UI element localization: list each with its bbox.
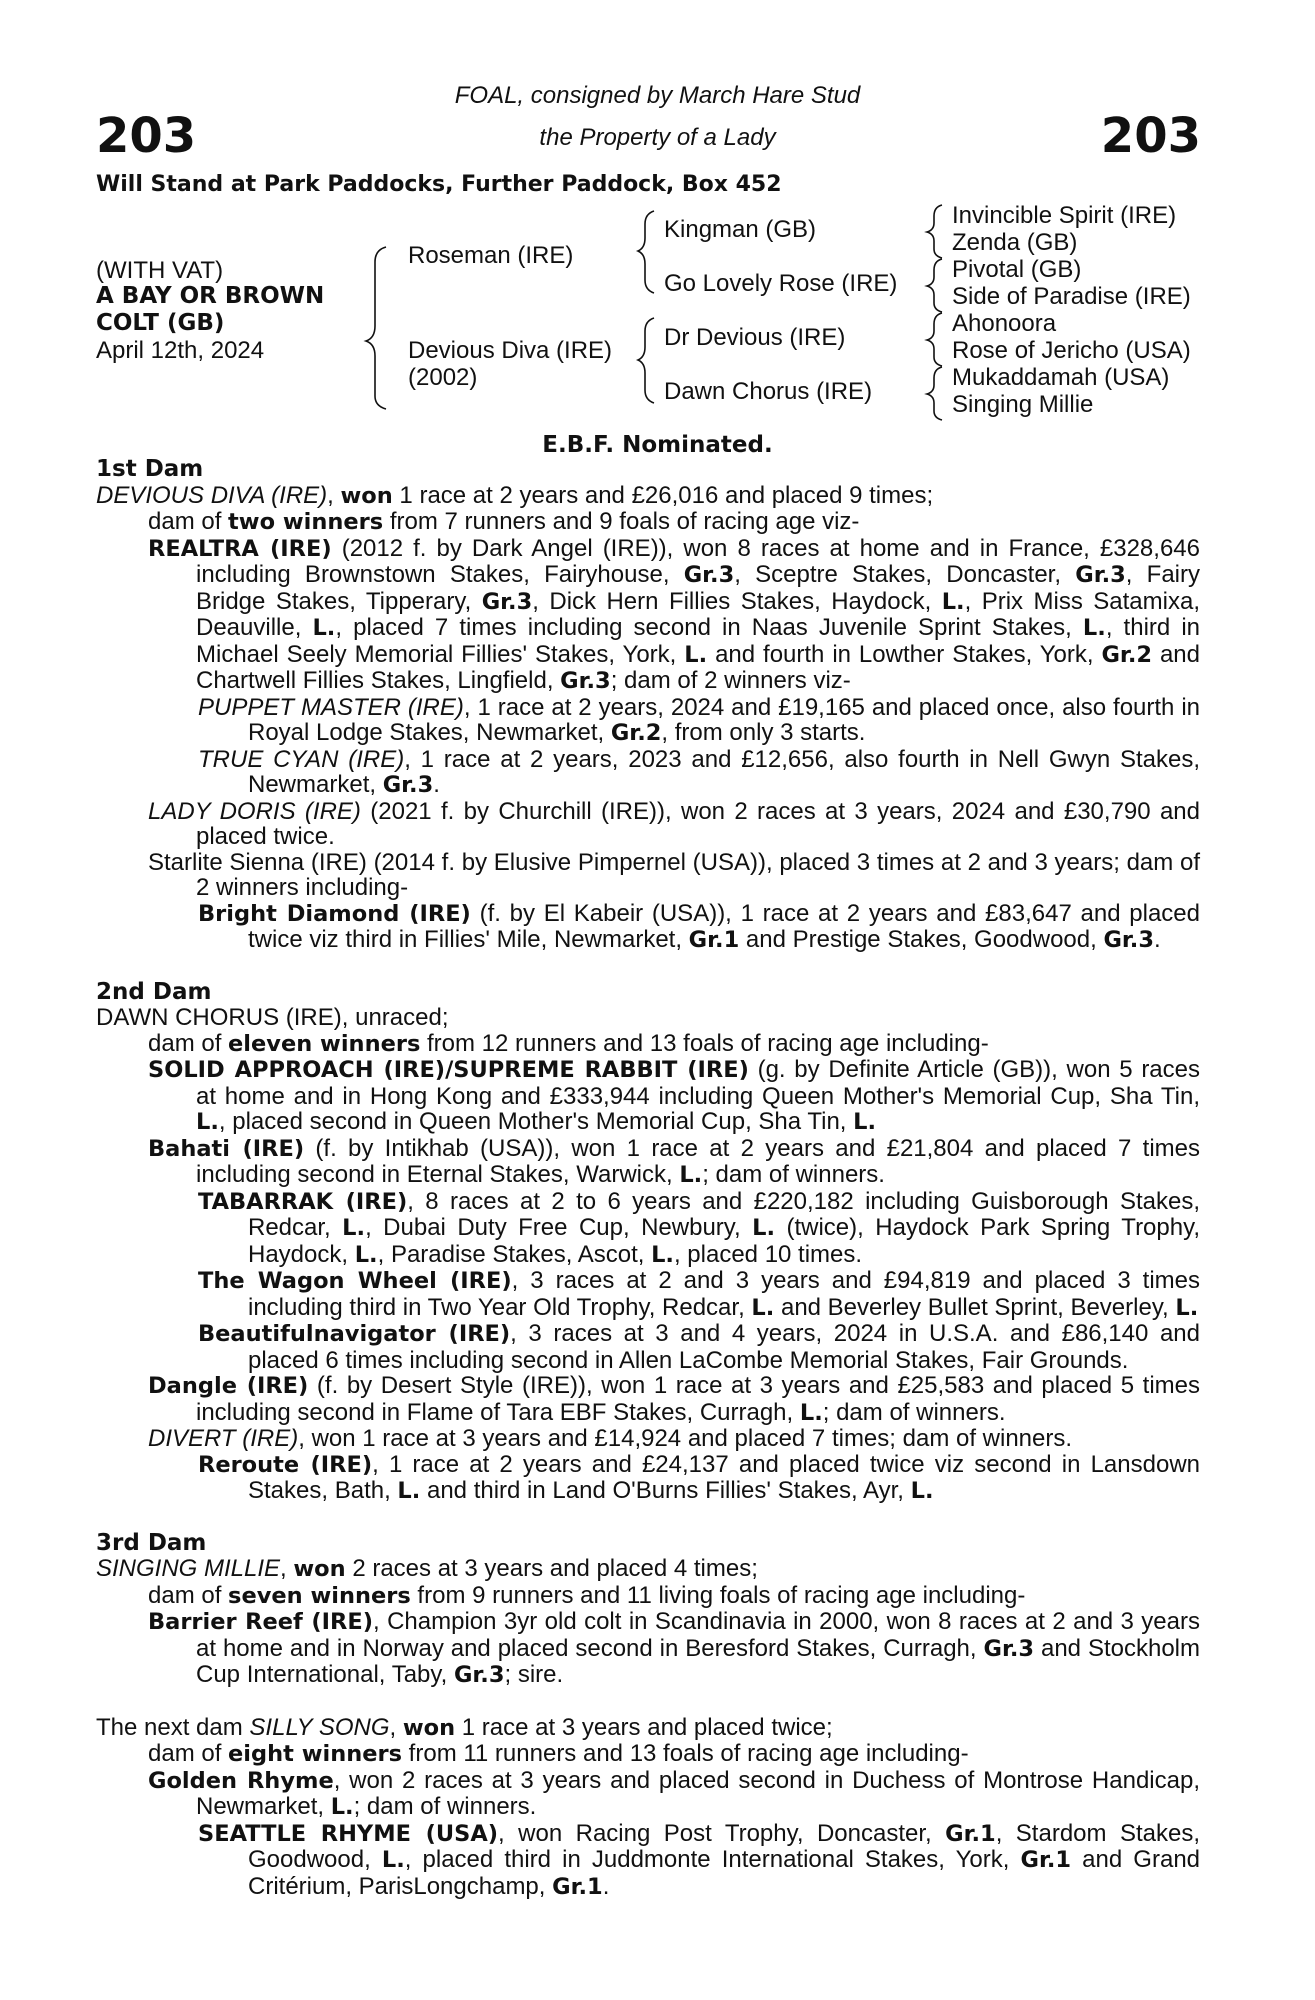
progeny-entry: LADY DORIS (IRE) (2021 f. by Churchill (IRE)), won 2 races at 3 years, 2024 and £30,790 and placed twice. [148, 797, 1200, 850]
second-dam-heading: 2nd Dam [96, 978, 212, 1005]
stand-location: Will Stand at Park Paddocks, Further Paddock, Box 452 [96, 172, 782, 197]
progeny-entry: DIVERT (IRE), won 1 race at 3 years and £14,924 and placed 7 times; dam of winners. [148, 1425, 1073, 1452]
ancestor-6: Rose of Jericho (USA) [952, 337, 1191, 364]
consignor-line: FOAL, consigned by March Hare Stud [454, 82, 861, 109]
horse-name-line1: A BAY OR BROWN [96, 283, 325, 309]
first-dam-heading: 1st Dam [96, 456, 204, 482]
ancestor-4: Side of Paradise (IRE) [952, 283, 1191, 310]
ancestor-7: Mukaddamah (USA) [952, 364, 1170, 391]
second-dam-line: DAWN CHORUS (IRE), unraced; dam of eleven winners from 12 runners and 13 foals of racing age including- [96, 1004, 989, 1057]
progeny-entry: Bright Diamond (IRE) (f. by El Kabeir (USA)), 1 race at 2 years and £83,647 and placed twice viz third in Fillies' Mile, Newmarket, Gr.1 and Prestige Stakes, Goodwood, Gr.3. [198, 899, 1200, 953]
progeny-entry: TABARRAK (IRE), 8 races at 2 to 6 years and £220,182 including Guisborough Stakes, Redcar, L., Dubai Duty Free Cup, Newbury, L. (twice), Haydock Park Spring Trophy, Haydock, L., Paradise Stakes, Ascot, L., placed 10 times. [198, 1187, 1200, 1268]
progeny-entry: Bahati (IRE) (f. by Intikhab (USA)), won 1 race at 2 years and £21,804 and placed 7 times including second in Eternal Stakes, Warwick, L.; dam of winners. [148, 1134, 1201, 1188]
ancestor-2: Zenda (GB) [952, 229, 1078, 256]
progeny-entry: Dangle (IRE) (f. by Desert Style (IRE)), won 1 race at 3 years and £25,583 and placed 5 times including second in Flame of Tara EBF Stakes, Curragh, L.; dam of winners. [148, 1372, 1200, 1426]
progeny-entry: REALTRA (IRE) (2012 f. by Dark Angel (IRE)), won 8 races at home and in France, £328,646 including Brownstown Stakes, Fairyhouse, Gr.3, Sceptre Stakes, Doncaster, Gr.3, Fairy Bridge Stakes, Tipperary, Gr.3, Dick Hern Fillies Stakes, Haydock, L., Prix Miss Satamixa, Deauville, L., placed 7 times including second in Naas Juvenile Sprint Stakes, L., third in Michael Seely Memorial Fillies' Stakes, York, L. and fourth in Lowther Stakes, York, Gr.2 and Chartwell Fillies Stakes, Lingfield, Gr.3; dam of 2 winners viz- [148, 534, 1201, 694]
progeny-entry: PUPPET MASTER (IRE), 1 race at 2 years, 2024 and £19,165 and placed once, also fourth in Royal Lodge Stakes, Newmarket, Gr.2, from only 3 starts. [198, 693, 1200, 746]
dam: Devious Diva (IRE) [408, 337, 613, 364]
foaling-date: April 12th, 2024 [96, 337, 265, 364]
progeny-entry: SOLID APPROACH (IRE)/SUPREME RABBIT (IRE) (g. by Definite Article (GB)), won 5 races at home and in Hong Kong and £333,944 including Queen Mother's Memorial Cup, Sha Tin, L., placed second in Queen Mother's Memorial Cup, Sha Tin, L. [148, 1056, 1200, 1135]
property-line: the Property of a Lady [539, 124, 776, 151]
ancestor-5: Ahonoora [952, 310, 1057, 337]
ebf-nominated: E.B.F. Nominated. [542, 432, 773, 458]
lot-number-right: 203 [1100, 108, 1201, 164]
catalogue-body [96, 457, 1200, 1900]
dam-dam: Dawn Chorus (IRE) [664, 378, 873, 405]
third-dam-heading: 3rd Dam [96, 1529, 207, 1556]
ancestor-1: Invincible Spirit (IRE) [952, 202, 1177, 229]
progeny-entry: The Wagon Wheel (IRE), 3 races at 2 and 3 years and £94,819 and placed 3 times including third in Two Year Old Trophy, Redcar, L. and Beverley Bullet Sprint, Beverley, L. [198, 1267, 1201, 1321]
dam-year: (2002) [408, 364, 478, 391]
progeny-entry: SEATTLE RHYME (USA), won Racing Post Trophy, Doncaster, Gr.1, Stardom Stakes, Goodwood, L., placed third in Juddmonte International Stakes, York, Gr.1 and Grand Critérium, ParisLongchamp, Gr.1. [198, 1819, 1201, 1900]
vat-note: (WITH VAT) [96, 257, 224, 284]
ancestor-3: Pivotal (GB) [952, 256, 1082, 283]
progeny-entry: TRUE CYAN (IRE), 1 race at 2 years, 2023 and £12,656, also fourth in Nell Gwyn Stakes, Newmarket, Gr.3. [198, 745, 1201, 798]
first-dam-line: DEVIOUS DIVA (IRE), won 1 race at 2 years and £26,016 and placed 9 times; dam of two winners from 7 runners and 9 foals of racing age viz- [96, 481, 934, 535]
progeny-entry: Barrier Reef (IRE), Champion 3yr old colt in Scandinavia in 2000, won 8 races at 2 and 3 years at home and in Norway and placed second in Beresford Stakes, Curragh, Gr.3 and Stockholm Cup International, Taby, Gr.3; sire. [148, 1608, 1200, 1688]
ancestor-8: Singing Millie [952, 391, 1094, 418]
sire-sire: Kingman (GB) [664, 216, 817, 243]
horse-name-line2: COLT (GB) [96, 310, 225, 336]
progeny-entry: Golden Rhyme, won 2 races at 3 years and placed second in Duchess of Montrose Handicap, Newmarket, L.; dam of winners. [148, 1766, 1200, 1820]
sire: Roseman (IRE) [408, 242, 574, 269]
lot-number-left: 203 [96, 108, 197, 164]
progeny-entry: Reroute (IRE), 1 race at 2 years and £24,137 and placed twice viz second in Lansdown Stakes, Bath, L. and third in Land O'Burns Fillies' Stakes, Ayr, L. [198, 1450, 1201, 1504]
next-dam-line: The next dam SILLY SONG, won 1 race at 3 years and placed twice; dam of eight winners from 11 runners and 13 foals of racing age including- [96, 1713, 969, 1767]
dam-sire: Dr Devious (IRE) [664, 324, 846, 351]
progeny-entry: Beautifulnavigator (IRE), 3 races at 3 and 4 years, 2024 in U.S.A. and £86,140 and placed 6 times including second in Allen LaCombe Memorial Stakes, Fair Grounds. [198, 1320, 1200, 1374]
progeny-entry: Starlite Sienna (IRE) (2014 f. by Elusive Pimpernel (USA)), placed 3 times at 2 and 3 years; dam of 2 winners including- [148, 848, 1200, 901]
sire-dam: Go Lovely Rose (IRE) [664, 270, 898, 297]
third-dam-line: SINGING MILLIE, won 2 races at 3 years and placed 4 times; dam of seven winners from 9 runners and 11 living foals of racing age including- [96, 1555, 1026, 1609]
